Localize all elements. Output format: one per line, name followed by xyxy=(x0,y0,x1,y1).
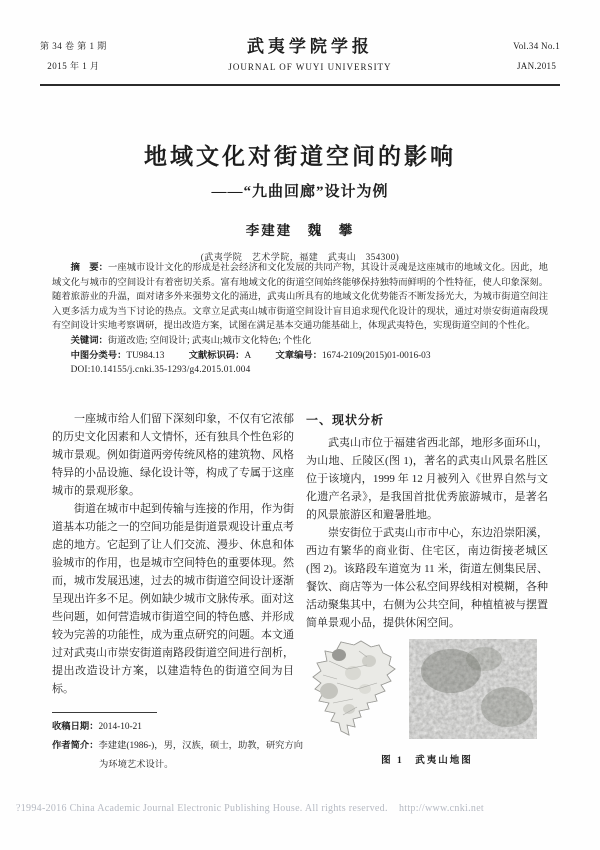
footnote-divider xyxy=(52,712,157,713)
abstract-text: 一座城市设计文化的形成是社会经济和文化发展的共同产物，其设计灵魂是这座城市的地域文化。因此，地域文化与城市的空间设计有着密切关系。富有地域文化的街道空间始终能够保持独特而鲜明的个性特征，使人印象深刻。随着旅游业的升温，面对诸多外来强势文化的涌进，武夷山所具有的地域文化优势能否不断发扬光大，为城市街道空间注入更多活力成为当下讨论的热点。文章立足武夷山城市街道空间设计盲目追求现代化设计的现状，通过对崇安街道南段现有空间设计实地考察调研，提出改造方案，试图在满足基本交通功能基础上，体现武夷特色，实现街道空间的个性化。 xyxy=(52,263,548,332)
doc-code-value: A xyxy=(244,350,252,361)
wuyishan-region-map-image xyxy=(309,639,399,743)
received-date-label: 收稿日期： xyxy=(52,722,99,732)
body-paragraph: 崇安街位于武夷山市市中心，东边沿崇阳溪，西边有繁华的商业街、住宅区，南边街接老城区(图 2)。该路段车道宽为 11 米，街道左侧集民居、餐饮、商店等为一体公私空间界线相对模糊，各种活动聚集其中，右侧为公共空间，种植植被与摆置简单景观小品，提供休闲空间。 xyxy=(306,527,548,629)
wuyishan-satellite-image xyxy=(409,639,537,739)
title-block xyxy=(0,138,600,263)
body-paragraph: 街道在城市中起到传输与连接的作用，作为街道基本功能之一的空间功能是街道景观设计重点考虑的地方。它起到了让人们交流、漫步、休息和体验城市的作用，也是城市空间特色的重要体现。然而，城市发展迅速，过去的城市街道空间设计逐渐呈现出许多不足。例如缺少城市文脉传承。面对这些问题，如何营造城市街道空间的特色感、并形成较为完善的功能性，成为重点研究的问题。本文通过对武夷山市崇安街道南路段街道空间进行剖析，提出改造设计方案，以建造特色的街道空间为目标。 xyxy=(52,503,294,695)
article-id-value: 1674-2109(2015)01-0016-03 xyxy=(322,350,431,361)
journal-header xyxy=(40,36,560,86)
article-title: 地域文化对街道空间的影响 xyxy=(144,144,456,169)
author-bio-label: 作者简介： xyxy=(52,741,99,751)
doc-code-label: 文献标识码： xyxy=(188,350,245,361)
header-volume-block xyxy=(513,36,560,76)
keywords xyxy=(52,334,548,349)
keywords-text: 街道改造; 空间设计; 武夷山;城市文化特色; 个性化 xyxy=(107,335,312,346)
issue-number-cn: 第 34 卷 第 1 期 xyxy=(40,41,107,51)
body-paragraph: 一座城市给人们留下深刻印象，不仅有它浓郁的历史文化因素和人文情怀，还有独具个性色彩的城市景观。例如街道两旁传统风格的建筑物、风格特异的小品设施、绿化设计等，构成了专属于这座城市的景观形象。 xyxy=(52,413,294,497)
issue-date-cn: 2015 年 1 月 xyxy=(47,61,100,71)
clc-value: TU984.13 xyxy=(126,350,165,361)
article-subtitle: ——“九曲回廊”设计为例 xyxy=(211,184,389,200)
right-column xyxy=(306,410,548,770)
figure-1-images xyxy=(309,639,548,743)
header-journal-name-block xyxy=(107,36,513,76)
footnote-block xyxy=(52,712,304,775)
cnki-watermark: ?1994-2016 China Academic Journal Electronic Publishing House. All rights reserved. http://www.cnki.net xyxy=(16,803,485,814)
keywords-label: 关键词： xyxy=(70,335,108,346)
article-affiliation: (武夷学院 艺术学院，福建 武夷山 354300) xyxy=(200,252,400,262)
volume-en: Vol.34 No.1 xyxy=(513,41,560,51)
received-date-value: 2014-10-21 xyxy=(98,722,142,732)
clc-label: 中图分类号： xyxy=(70,350,127,361)
author-bio-line xyxy=(52,737,304,775)
article-authors: 李建建 魏 攀 xyxy=(245,223,355,238)
section-heading-1: 一、现状分析 xyxy=(306,413,385,427)
issue-date-en: JAN.2015 xyxy=(516,61,557,71)
front-matter xyxy=(52,261,548,378)
figure-1 xyxy=(306,639,548,770)
body-paragraph: 武夷山市位于福建省西北部，地形多面环山，为山地、丘陵区(图 1)，著名的武夷山风景名胜区位于该境内，1999 年 12 月被列入《世界自然与文化遗产名录》，是我国首批优秀旅游城市，是著名的风景旅游区和避暑胜地。 xyxy=(306,437,548,521)
author-bio-text: 李建建(1986-)，男，汉族，硕士，助教，研究方向为环境艺术设计。 xyxy=(98,741,304,770)
abstract-label: 摘 要： xyxy=(70,263,109,273)
abstract xyxy=(52,261,548,334)
article-id-group xyxy=(276,351,431,361)
received-date-line xyxy=(52,718,304,737)
clc-group xyxy=(71,351,165,361)
doc-code-group xyxy=(189,351,252,361)
journal-name-en: JOURNAL OF WUYI UNIVERSITY xyxy=(228,62,392,72)
journal-name-cn: 武夷学院学报 xyxy=(246,37,373,56)
header-issue-block xyxy=(40,36,107,76)
classification-line xyxy=(52,349,548,364)
figure-1-caption: 图 1 武夷山地图 xyxy=(381,756,473,766)
doi-line: DOI:10.14155/j.cnki.35-1293/g4.2015.01.004 xyxy=(70,365,251,376)
article-id-label: 文章编号： xyxy=(275,350,323,361)
